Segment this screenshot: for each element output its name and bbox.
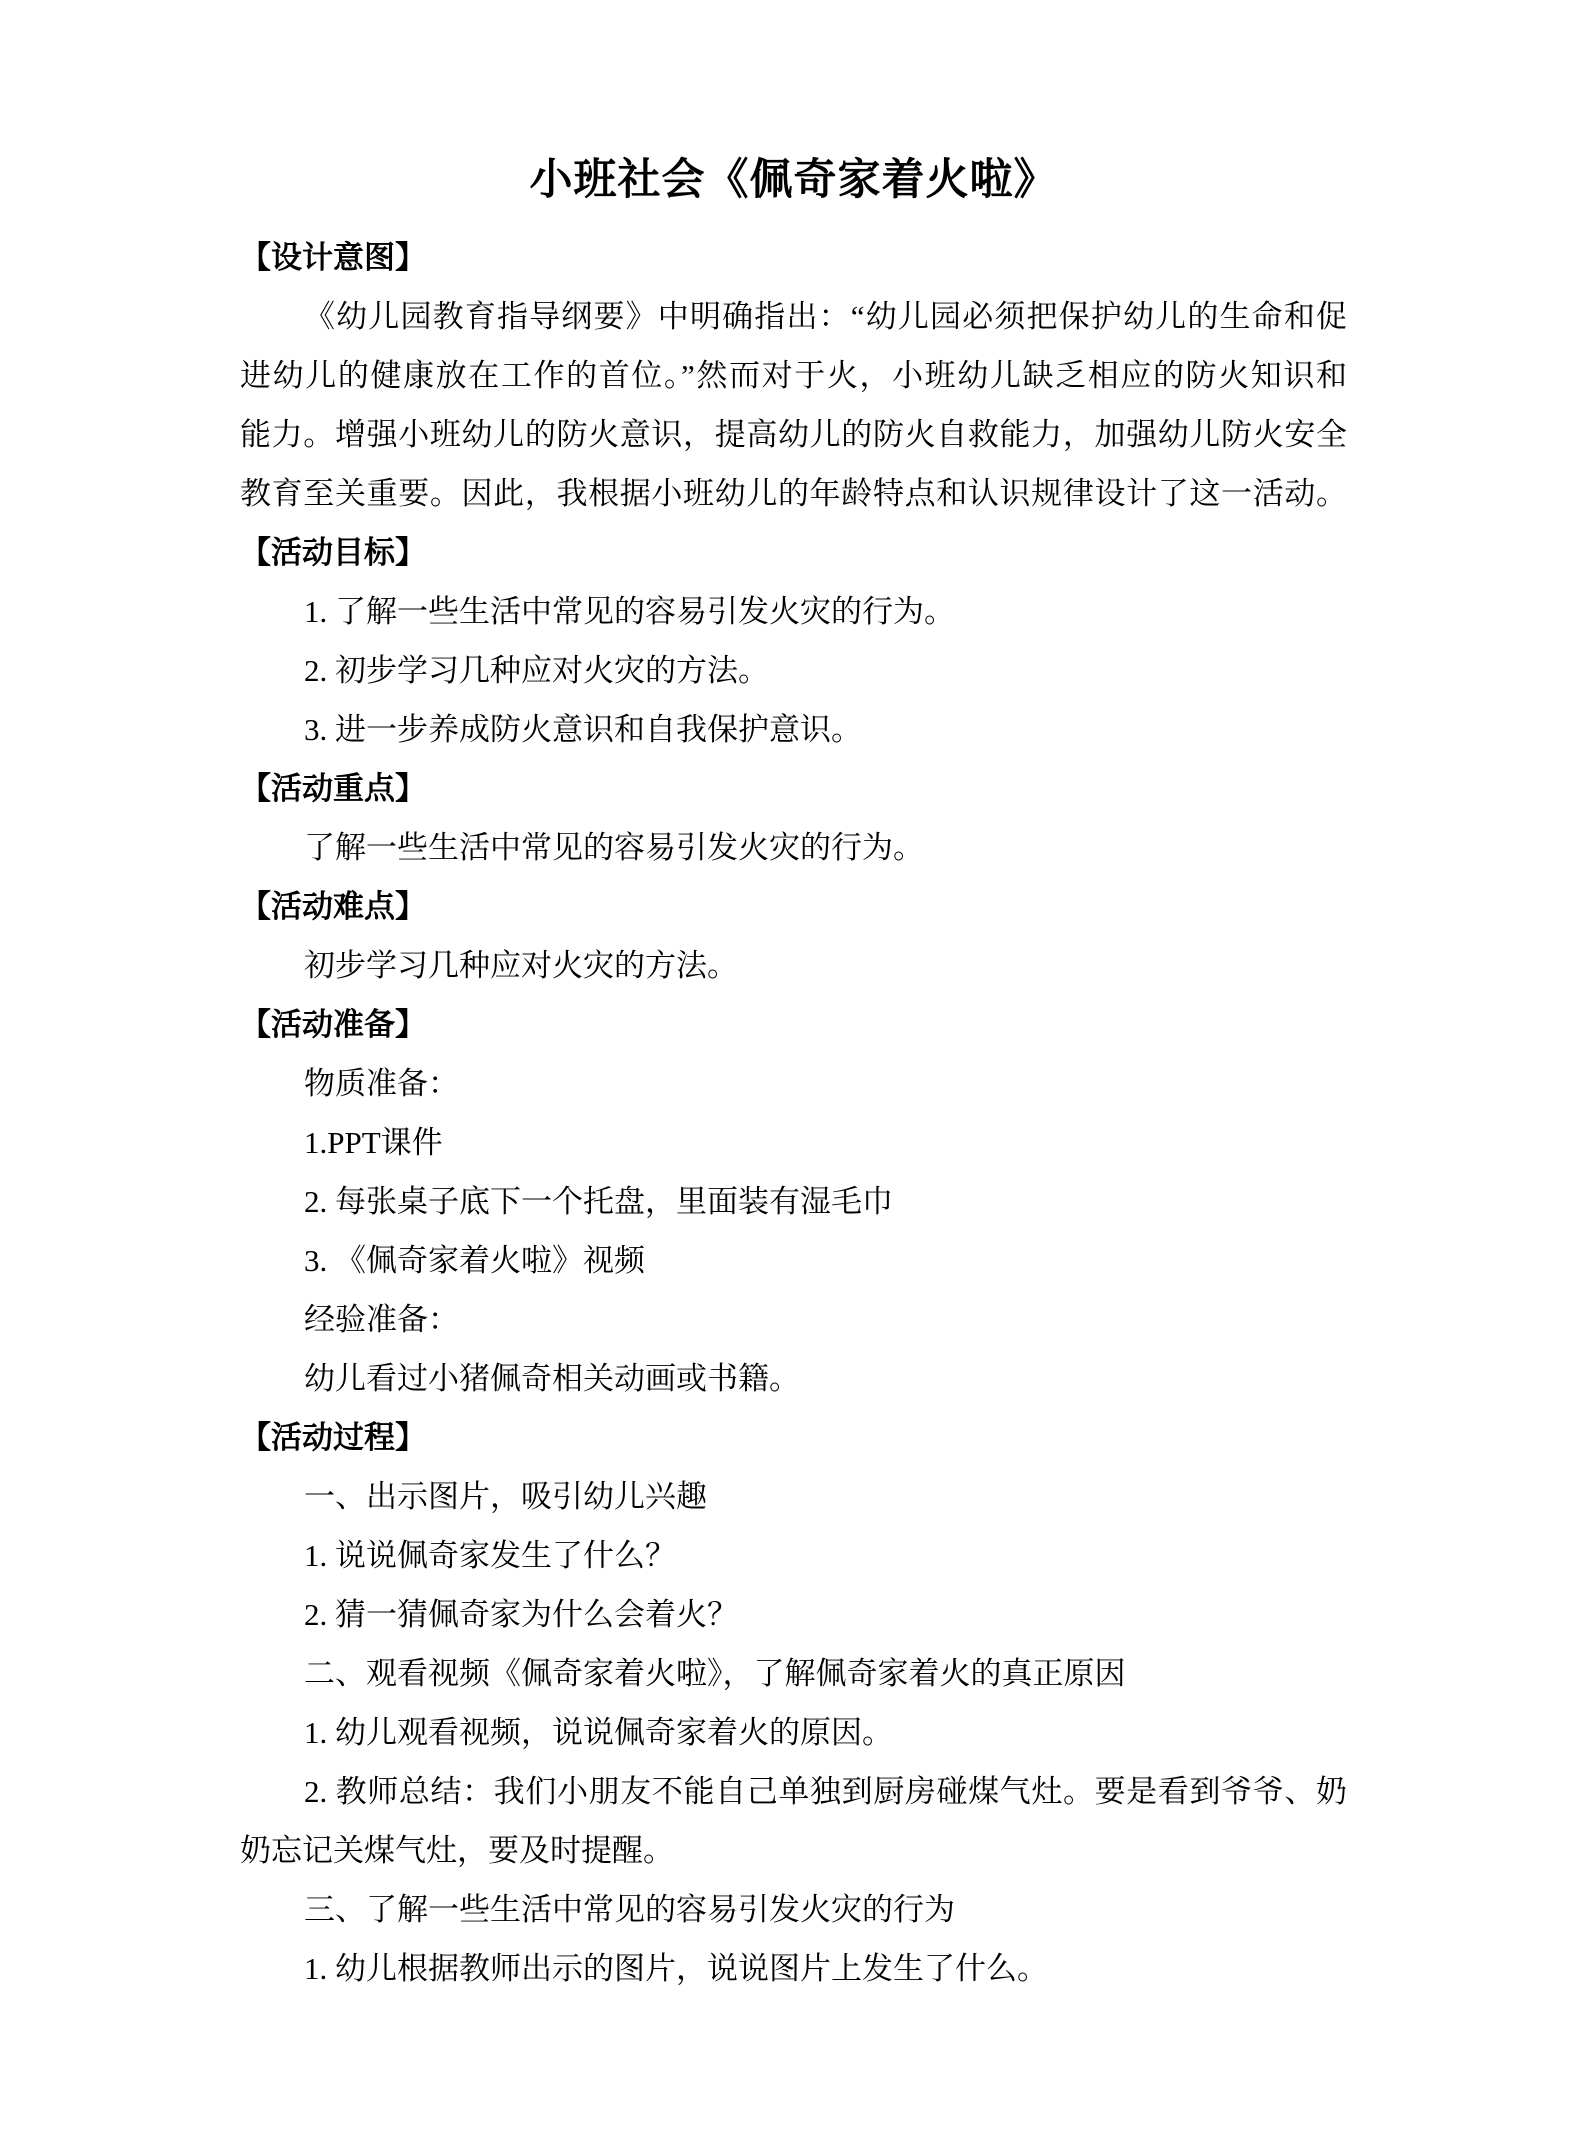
text-line: 物质准备： [304, 1066, 459, 1101]
text-line: 三、了解一些生活中常见的容易引发火灾的行为 [304, 1892, 955, 1927]
text-line: 1.PPT课件 [304, 1125, 443, 1160]
text-line: 2. 教师总结：我们小朋友不能自己单独到厨房碰煤气灶。要是看到爷爷、奶 [304, 1774, 1347, 1809]
text-line: 1. 幼儿观看视频，说说佩奇家着火的原因。 [304, 1715, 893, 1750]
document-content [240, 0, 1347, 2133]
text-line: 初步学习几种应对火灾的方法。 [304, 948, 738, 983]
section-heading: 【活动目标】 [240, 535, 426, 570]
section-heading: 【设计意图】 [240, 240, 426, 275]
text-line: 2. 初步学习几种应对火灾的方法。 [304, 653, 769, 688]
text-line: 一、出示图片，吸引幼儿兴趣 [304, 1479, 707, 1514]
text-line: 进幼儿的健康放在工作的首位。”然而对于火，小班幼儿缺乏相应的防火知识和 [240, 358, 1347, 393]
text-line: 能力。增强小班幼儿的防火意识，提高幼儿的防火自救能力，加强幼儿防火安全 [240, 417, 1347, 452]
text-line: 《幼儿园教育指导纲要》中明确指出：“幼儿园必须把保护幼儿的生命和促 [304, 299, 1347, 334]
section-heading: 【活动过程】 [240, 1420, 426, 1455]
text-line: 1. 幼儿根据教师出示的图片，说说图片上发生了什么。 [304, 1951, 1048, 1986]
text-line: 1. 了解一些生活中常见的容易引发火灾的行为。 [304, 594, 955, 629]
text-line: 了解一些生活中常见的容易引发火灾的行为。 [304, 830, 924, 865]
text-line: 3. 《佩奇家着火啦》视频 [304, 1243, 645, 1278]
text-line: 2. 每张桌子底下一个托盘，里面装有湿毛巾 [304, 1184, 893, 1219]
text-line: 经验准备： [304, 1302, 459, 1337]
section-heading: 【活动难点】 [240, 889, 426, 924]
section-heading: 【活动重点】 [240, 771, 426, 806]
text-line: 奶忘记关煤气灶，要及时提醒。 [240, 1833, 674, 1868]
text-line: 二、观看视频《佩奇家着火啦》，了解佩奇家着火的真正原因 [304, 1656, 1126, 1691]
text-line: 幼儿看过小猪佩奇相关动画或书籍。 [304, 1361, 800, 1396]
text-line: 教育至关重要。因此，我根据小班幼儿的年龄特点和认识规律设计了这一活动。 [240, 476, 1347, 511]
text-line: 3. 进一步养成防火意识和自我保护意识。 [304, 712, 862, 747]
document-title: 小班社会《佩奇家着火啦》 [529, 156, 1058, 204]
text-line: 1. 说说佩奇家发生了什么？ [304, 1538, 676, 1573]
document-body [240, 228, 1347, 1998]
section-heading: 【活动准备】 [240, 1007, 426, 1042]
text-line: 2. 猜一猜佩奇家为什么会着火？ [304, 1597, 738, 1632]
